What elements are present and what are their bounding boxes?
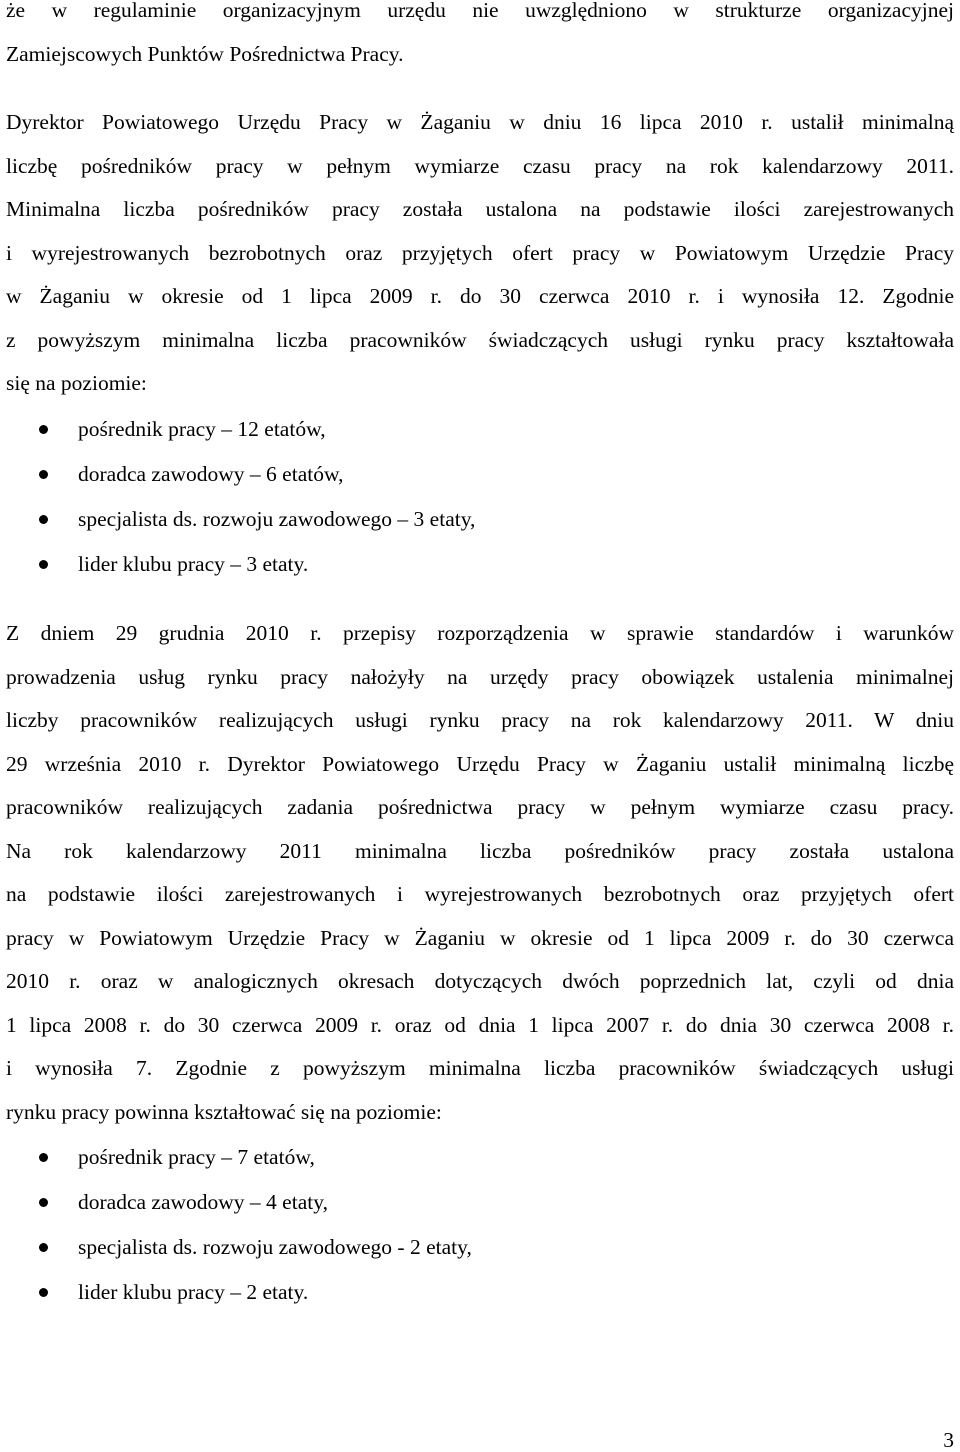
text-line: liczby pracowników realizujących usługi rynku pracy na rok kalendarzowy 2011. W dniu <box>6 708 954 732</box>
page-number: 3 <box>943 1428 954 1452</box>
text-line: że w regulaminie organizacyjnym urzędu nie uwzględniono w strukturze organizacyjnej <box>6 0 954 22</box>
text-line: pracowników realizujących zadania pośrednictwa pracy w pełnym wymiarze czasu pracy. <box>6 795 954 819</box>
bullet-icon <box>39 1153 48 1162</box>
text-line: liczbę pośredników pracy w pełnym wymiarze czasu pracy na rok kalendarzowy 2011. <box>6 153 954 178</box>
list-item <box>0 542 960 587</box>
text-line: na podstawie ilości zarejestrowanych i wyrejestrowanych bezrobotnych oraz przyjętych ofert <box>6 882 954 906</box>
bullet-icon <box>39 560 48 569</box>
bullet-icon <box>39 425 48 434</box>
staffing-list-2010 <box>0 407 960 587</box>
staffing-list-2011 <box>0 1135 960 1315</box>
list-item-text: pośrednik pracy – 7 etatów, <box>78 1145 315 1169</box>
list-item <box>0 497 960 542</box>
text-line: i wynosiła 7. Zgodnie z powyższym minimalna liczba pracowników świadczących usługi <box>6 1056 954 1080</box>
list-item-text: lider klubu pracy – 3 etaty. <box>78 552 309 576</box>
list-item <box>0 1225 960 1270</box>
text-line: prowadzenia usług rynku pracy nałożyły na urzędy pracy obowiązek ustalenia minimalnej <box>6 664 954 689</box>
list-item <box>0 1270 960 1315</box>
text-line: Na rok kalendarzowy 2011 minimalna liczba pośredników pracy została ustalona <box>6 838 954 863</box>
bullet-icon <box>39 1288 48 1297</box>
text-line: Z dniem 29 grudnia 2010 r. przepisy rozporządzenia w sprawie standardów i warunków <box>6 621 954 645</box>
text-line: z powyższym minimalna liczba pracowników świadczących usługi rynku pracy kształtowała <box>6 327 954 352</box>
text-line: Minimalna liczba pośredników pracy została ustalona na podstawie ilości zarejestrowanych <box>6 197 954 221</box>
list-item <box>0 452 960 497</box>
text-line: się na poziomie: <box>6 371 147 395</box>
list-item-text: lider klubu pracy – 2 etaty. <box>78 1280 309 1304</box>
list-item <box>0 1180 960 1225</box>
text-line: i wyrejestrowanych bezrobotnych oraz przyjętych ofert pracy w Powiatowym Urzędzie Pracy <box>6 240 954 265</box>
text-line: 29 września 2010 r. Dyrektor Powiatowego Urzędu Pracy w Żaganiu ustalił minimalną liczbę <box>6 751 954 776</box>
list-item <box>0 407 960 452</box>
list-item-text: doradca zawodowy – 6 etatów, <box>78 462 344 486</box>
text-line: w Żaganiu w okresie od 1 lipca 2009 r. do 30 czerwca 2010 r. i wynosiła 12. Zgodnie <box>6 284 954 308</box>
bullet-icon <box>39 1198 48 1207</box>
text-line: 2010 r. oraz w analogicznych okresach dotyczących dwóch poprzednich lat, czyli od dnia <box>6 969 954 993</box>
bullet-icon <box>39 1243 48 1252</box>
list-item-text: pośrednik pracy – 12 etatów, <box>78 417 326 441</box>
list-item-text: doradca zawodowy – 4 etaty, <box>78 1190 328 1214</box>
paragraph-2 <box>6 101 954 406</box>
list-item-text: specjalista ds. rozwoju zawodowego – 3 etaty, <box>78 507 476 531</box>
paragraph-3 <box>6 612 954 1134</box>
list-item <box>0 1135 960 1180</box>
text-line: Zamiejscowych Punktów Pośrednictwa Pracy. <box>6 41 404 66</box>
text-line: Dyrektor Powiatowego Urzędu Pracy w Żaganiu w dniu 16 lipca 2010 r. ustalił minimalną <box>6 110 954 134</box>
list-item-text: specjalista ds. rozwoju zawodowego - 2 etaty, <box>78 1235 472 1259</box>
text-line: rynku pracy powinna kształtować się na poziomie: <box>6 1099 442 1124</box>
bullet-icon <box>39 515 48 524</box>
paragraph-1 <box>6 0 954 76</box>
text-line: 1 lipca 2008 r. do 30 czerwca 2009 r. oraz od dnia 1 lipca 2007 r. do dnia 30 czerwca 2008 r. <box>6 1012 954 1037</box>
text-line: pracy w Powiatowym Urzędzie Pracy w Żaganiu w okresie od 1 lipca 2009 r. do 30 czerwca <box>6 925 954 950</box>
bullet-icon <box>39 470 48 479</box>
